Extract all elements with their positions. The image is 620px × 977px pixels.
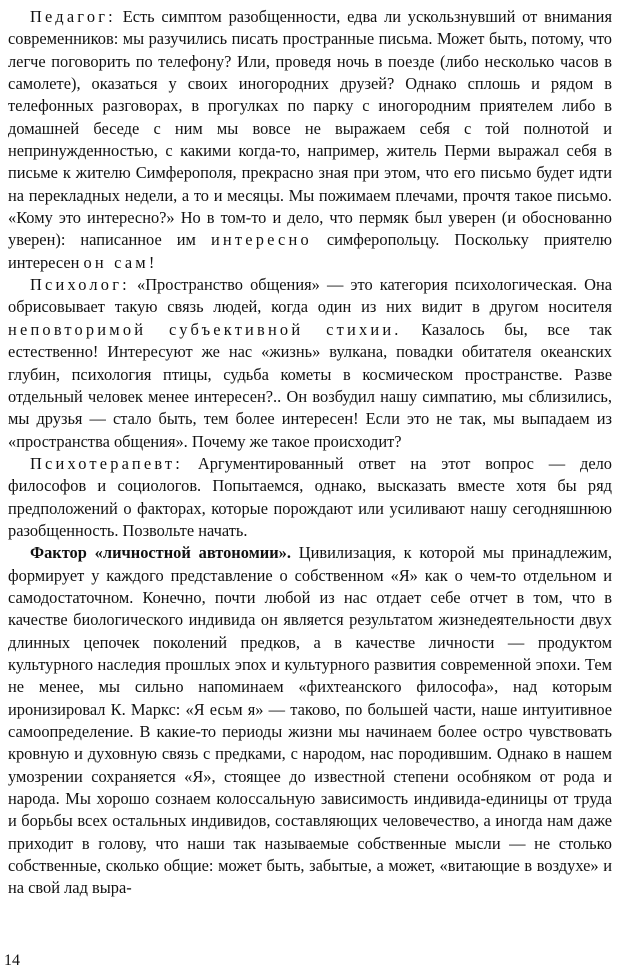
paragraph-teacher: [8, 6, 612, 274]
paragraph-text: Казалось бы, все так естественно! Интересуют же нас «жизнь» вулкана, повадки обитателя океанских глубин, психология птицы, судьба кометы в космическом пространстве. Разве отдельный человек менее интересен?.. Он возбудил нашу симпатию, мы сблизились, мы друзья — стало быть, тем более интересен! Если это не так, мы выпадаем из «пространства общения». Почему же такое происходит?: [8, 319, 612, 451]
paragraph-text: Аргументированный ответ на этот вопрос — дело философов и социологов. Попытаемся, однако, высказать вместе хотя бы ряд предположений о факторах, которые порождают или усиливают нашу сегодняшнюю разобщенность. Позвольте начать.: [8, 453, 612, 540]
emphasis-text: неповторимой субъективной стихии.: [8, 319, 402, 339]
section-heading: Фактор «личностной автономии».: [30, 543, 291, 563]
paragraph-psychotherapist: [8, 453, 612, 542]
paragraph-autonomy-factor: [8, 542, 612, 900]
page-number: 14: [4, 952, 20, 969]
paragraph-text: Цивилизация, к которой мы принадлежим, формирует у каждого представление о собственном «Я» как о чем-то отдельном и самодостаточном. Конечно, почти любой из нас отдает себе отчет в том, что в качестве биологического индивида он является результатом жизнедеятельности двух длинных цепочек поколений предков, а в качестве личности — продуктом культурного наследия прошлых эпох и культурного развития современной эпохи. Тем не менее, мы сильно напоминаем «фихтеанского философа», над которым иронизировал К. Маркс: «Я есьм я» — таково, по большей части, наше интуитивное самоопределение. В какие-то периоды жизни мы начинаем более остро чувствовать кровную и духовную связь с предками, с народом, нас породившим. Однако в нашем умозрении сохраняется «Я», стоящее до известной степени особняком от рода и народа. Мы хорошо сознаем колоссальную зависимость индивида-единицы от труда и борьбы всех остальных индивидов, составляющих человечество, а иногда нам даже приходит в голову, что наши так называемые собственные мысли — не столько собственные, сколько общие: может быть, забытые, а может, «витающие в воздухе» и на свой лад выра-: [8, 543, 612, 898]
document-page: [8, 6, 612, 900]
speaker-label: Педагог:: [30, 7, 116, 26]
paragraph-text: Есть симптом разобщенности, едва ли ускользнувший от внимания современников: мы разучились писать пространные письма. Может быть, потому, что легче поговорить по телефону? Или, проведя ночь в поезде (либо несколько часов в самолете), оказаться у своих иногородних друзей? Однако сплошь и рядом в телефонных разговорах, в прогулках по парку с иногородним приятелем либо в домашней беседе с ним мы вовсе не выражаем себя с той полнотой и непринужденностью, с какими когда-то, например, житель Перми выражал себя в письме к жителю Симферополя, прекрасно зная при этом, что его письмо будет идти на перекладных недели, а то и месяцы. Мы пожимаем плечами, прочтя такое письмо. «Кому это интересно?» Но в том-то и дело, что пермяк был уверен (и обоснованно уверен): написанное им: [8, 7, 612, 250]
emphasis-text: он сам!: [83, 252, 158, 272]
paragraph-text: симферопольцу. Поскольку приятелю интересен: [8, 230, 612, 272]
speaker-label: Психолог:: [30, 275, 130, 295]
speaker-label: Психотерапевт:: [30, 453, 184, 473]
paragraph-text: «Пространство общения» — это категория психологическая. Она обрисовывает такую связь людей, когда один из них видит в другом носителя: [8, 275, 612, 317]
paragraph-psychologist: [8, 274, 612, 453]
emphasis-text: интересно: [210, 230, 312, 250]
